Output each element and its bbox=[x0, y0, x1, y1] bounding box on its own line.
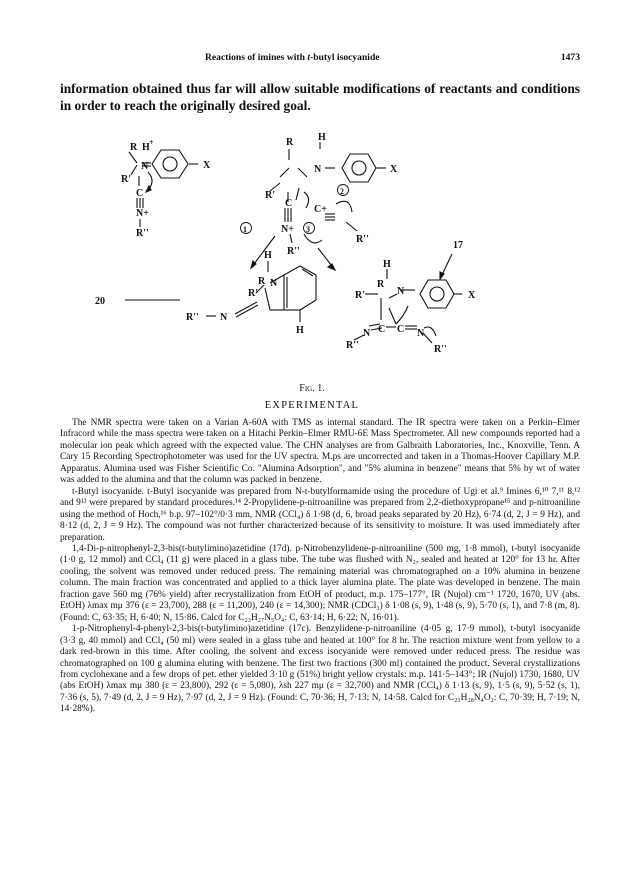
label-R-d: R bbox=[377, 279, 385, 290]
label-X: X bbox=[203, 160, 211, 171]
label-N-c2: N bbox=[220, 312, 228, 323]
label-Rp-d: R' bbox=[355, 290, 365, 301]
label-Rp-c: R' bbox=[248, 288, 258, 299]
label-Cplus-b: C+ bbox=[314, 204, 327, 215]
reaction-scheme-figure bbox=[60, 130, 580, 392]
label-Rp-b: R' bbox=[265, 190, 275, 201]
figure-caption: Fig. 1. bbox=[299, 383, 325, 394]
label-R-c: R bbox=[258, 276, 266, 287]
label-Rpp-b: R'' bbox=[287, 246, 300, 257]
running-title: Reactions of imines with t-butyl isocyanide bbox=[205, 52, 380, 63]
label-R: R bbox=[130, 142, 138, 153]
label-2-top: 2 bbox=[340, 187, 344, 196]
label-Nplus-b: N+ bbox=[281, 224, 294, 235]
label-N-d: N bbox=[397, 286, 405, 297]
paragraph: 1-p-Nitrophenyl-4-phenyl-2,3-bis(t-butylimino)azetidine (17c). Benzylidene-p-nitroaniline (4·05 g, 17·9 mmol), t-butyl isocyanide (3·3 g, 40 mmol) and CCl₄ (50 ml) were sealed in a glass tube and heated at 100° for 8 hr. The reaction mixture went from yellow to a dark red-brown in this time. After cooling, the solvent and excess isocyanide were removed under reduced press. The residue was chromatographed on 100 g alumina eluting with benzene. The first two fractions (300 ml) contained the product. Several crystallizations from cyclohexane and a few drops of pet. ether yielded 3·10 g (51%) bright yellow crystals: m.p. 141·5–143°; IR (Nujol) 1730, 1680, UV (abs EtOH) λmax mμ 380 (ε = 23,800), 292 (ε = 5,080), λsh 227 mμ (ε = 32,700) and NMR (CCl₄) δ 1·13 (s, 9), 1·5 (s, 9), 5·52 (s, 1), 7·36 (s, 5), 7·49 (d, 2, J = 9 Hz), 7·97 (d, 2, J = 9 Hz). (Found: C, 70·36; H, 7·13; N, 14·58. Calcd for C₂₃H₂₈N₄O₂: C, 70·39; H, 7·19; N, 14·28%). bbox=[60, 624, 580, 715]
label-3: 3 bbox=[306, 225, 310, 234]
label-N-b: N bbox=[314, 164, 322, 175]
paragraph: t-Butyl isocyanide. t-Butyl isocyanide was prepared from N-t-butylformamide using the procedure of Ugi et al.⁹ Imines 6,¹⁰ 7,¹¹ 8,¹² and 9¹³ were prepared by standard procedures.¹⁴ 2-Propylidene-p-nitroaniline was prepared from 2,2-diethoxypropane¹⁵ and p-nitroaniline using the method of Hoch,¹⁶ b.p. 97–102°/0·3 mm, NMR (CCl₄) δ 1·98 (d, 6, broad peaks separated by 20 Hz), 6·74 (d, 2, J = 9 Hz), and 8·12 (d, 2, J = 9 Hz). The compound was not further characterized because of its sensitivity to moisture. It was used immediately after preparation. bbox=[60, 486, 580, 543]
reaction-scheme bbox=[60, 130, 580, 392]
label-Rpp: R'' bbox=[136, 228, 149, 239]
running-header bbox=[60, 52, 580, 66]
label-C-b: C bbox=[285, 198, 293, 209]
label-H-d: H bbox=[383, 259, 391, 270]
section-heading: EXPERIMENTAL bbox=[264, 400, 360, 411]
label-X-b: X bbox=[390, 164, 398, 175]
label-Rpp-b2: R'' bbox=[356, 234, 369, 245]
label-X-d: X bbox=[468, 290, 476, 301]
label-H: H bbox=[142, 142, 150, 153]
label-Rp: R' bbox=[121, 174, 131, 185]
label-C-d2: C bbox=[397, 324, 405, 335]
label-17: 17 bbox=[453, 240, 463, 251]
label-N-d3: N bbox=[417, 328, 425, 339]
label-Rpp-c: R'' bbox=[186, 312, 199, 323]
label-1: 1 bbox=[243, 225, 247, 234]
body-text bbox=[60, 418, 580, 716]
label-R-b: R bbox=[286, 137, 294, 148]
label-plus: + bbox=[149, 138, 154, 147]
label-Rpp-d2: R'' bbox=[434, 344, 447, 355]
label-H-b: H bbox=[318, 132, 326, 143]
label-H-c2: H bbox=[296, 325, 304, 336]
label-Cminus: C bbox=[136, 188, 144, 199]
label-Rpp-d: R'' bbox=[346, 340, 359, 351]
label-N-d2: N bbox=[363, 328, 371, 339]
label-H-c: H bbox=[264, 250, 272, 261]
label-N-c: N bbox=[270, 278, 278, 289]
label-Nplus2: N+ bbox=[136, 208, 149, 219]
page-number: 1473 bbox=[560, 52, 580, 63]
paragraph: 1,4-Di-p-nitrophenyl-2,3-bis(t-butylimino)azetidine (17d). p-Nitrobenzylidene-p-nitroaniline (500 mg, 1·8 mmol), t-butyl isocyanide (1·0 g, 12 mmol) and CCl₄ (11 g) were placed in a glass tube. The tube was flushed with N₂, sealed and heated at 120° for 13 hr. After cooling, the solvent was removed under reduced press. The remaining material was chromatographed on a 10% alumina in benzene column. The main fraction was concentrated and applied to a thick layer alumina plate. The plate was developed in benzene. The main fraction gave 560 mg (76% yield) after recrystallization from EtOH of product, m.p. 175–177°, IR (Nujol) cm⁻¹ 1720, 1670, UV (abs. EtOH) λmax mμ 376 (ε = 23,700), 288 (ε = 11,200), 240 (ε = 14,300); NMR (CDCl₃) δ 1·08 (s, 9), 1·48 (s, 9), 5·70 (s, 1), and 7·8 (m, 8). (Found: C, 63·35; H, 6·40; N, 15·86. Calcd for C₂₃H₂₇N₅O₄: C, 63·14; H, 6·22; N, 16·01). bbox=[60, 543, 580, 623]
label-20: 20 bbox=[95, 296, 105, 307]
paragraph: The NMR spectra were taken on a Varian A-60A with TMS as internal standard. The IR spectra were taken on a Perkin–Elmer Infracord while the mass spectra were taken on a Hitachi Perkin–Elmer RMU-6E Mass Spectrometer. All new compounds reported had a molecular ion peak which agreed with the expected value. The CHN analyses are from Galbraith Laboratories, Inc., Knoxville, Tenn. A Cary 15 Recording Spectrophotometer was used for the UV spectra. M.ps are uncorrected and taken in a Thomas-Hoover Capillary M.P. Apparatus. Alumina used was Fisher Scientific Co. "Alumina Adsorption", and "5% alumina in benzene" means that 5% by wt of water was added to the alumina and that the column was packed in benzene. bbox=[60, 418, 580, 486]
intro-paragraph: information obtained thus far will allow suitable modifications of reactants and conditions in order to reach the originally desired goal. bbox=[60, 81, 580, 113]
label-Nplus: N bbox=[141, 161, 149, 172]
label-C-d: C bbox=[378, 324, 386, 335]
